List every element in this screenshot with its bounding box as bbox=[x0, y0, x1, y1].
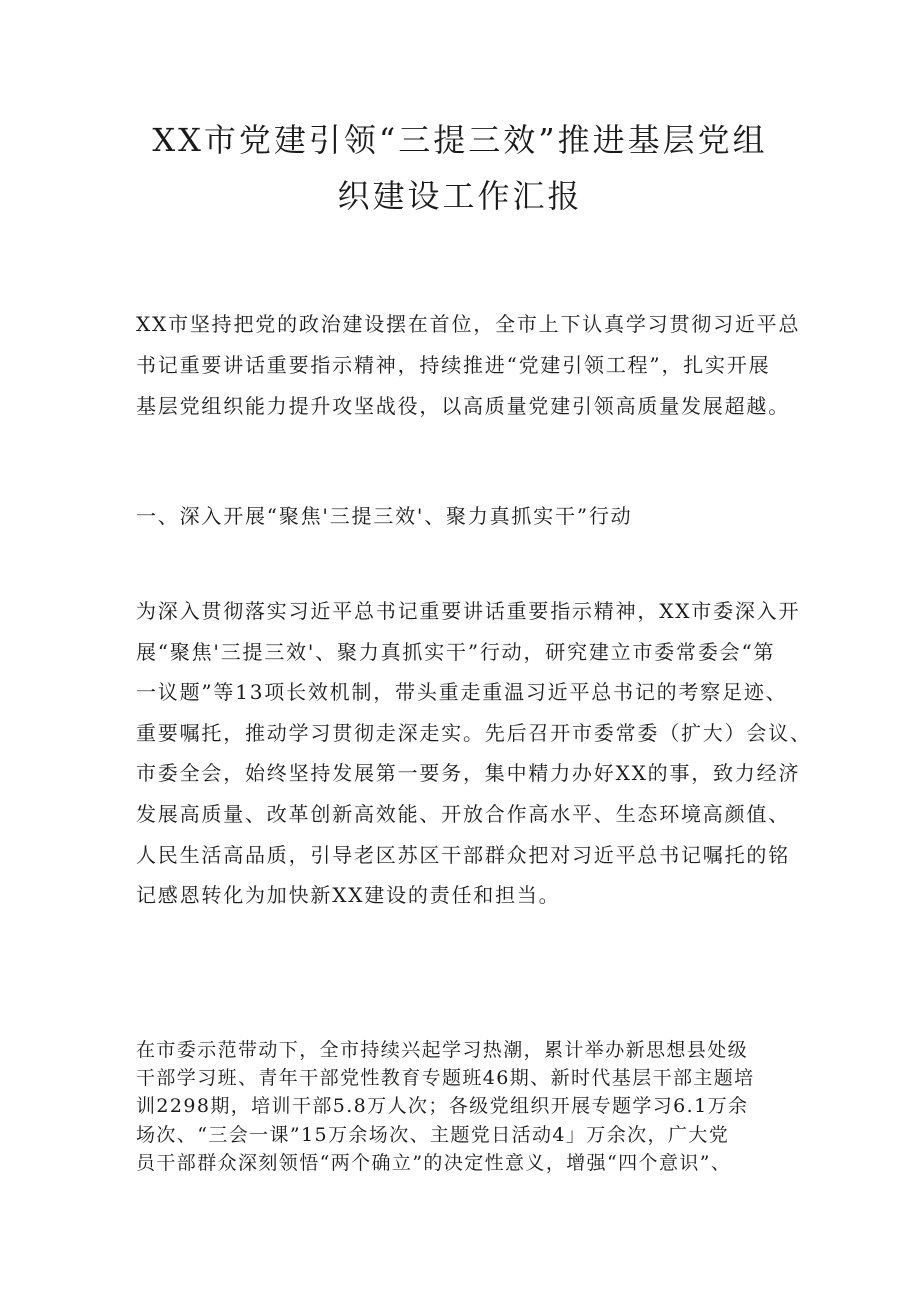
heading-text: 一、深入开展“聚焦'三提三效'、聚力真抓实干”行动 bbox=[136, 504, 633, 528]
paragraph-line: 在市委示范带动下，全市持续兴起学习热潮，累计举办新思想县处级 bbox=[136, 1039, 749, 1061]
paragraph-line: 重要嘱托，推动学习贯彻走深走实。先后召开市委常委（扩大）会议、 bbox=[136, 720, 812, 745]
paragraph-line: 干部学习班、青年干部党性教育专题班46期、新时代基层干部主题培 bbox=[136, 1067, 755, 1090]
paragraph-line: 市委全会，始终坚持发展第一要务，集中精力办好XX的事，致力经济 bbox=[136, 761, 801, 786]
section-1-paragraph-1 bbox=[136, 591, 816, 916]
paragraph-line: 为深入贯彻落实习近平总书记重要讲话重要指示精神，XX市委深入开 bbox=[136, 599, 801, 623]
paragraph-line: 基层党组织能力提升攻坚战役，以高质量党建引领高质量发展超越。 bbox=[136, 394, 790, 418]
document-title-line-2: 织建设工作汇报 bbox=[337, 177, 583, 215]
section-1-heading bbox=[136, 496, 816, 537]
paragraph-line: XX市坚持把党的政治建设摆在首位，全市上下认真学习贯彻习近平总 bbox=[136, 312, 801, 336]
intro-paragraph bbox=[136, 304, 816, 427]
paragraph-line: 员干部群众深刻领悟“两个确立”的决定性意义，增强“四个意识”、 bbox=[136, 1151, 732, 1174]
paragraph-line: 训2298期，培训干部5.8万人次；各级党组织开展专题学习6.1万余 bbox=[136, 1095, 749, 1118]
paragraph-line: 记感恩转化为加快新XX建设的责任和担当。 bbox=[136, 883, 561, 908]
section-1-paragraph-2 bbox=[136, 1036, 816, 1177]
paragraph-line: 展“聚焦'三提三效'、聚力真抓实干”行动，研究建立市委常委会“第 bbox=[136, 639, 776, 664]
paragraph-line: 人民生活高品质，引导老区苏区干部群众把对习近平总书记嘱托的铭 bbox=[136, 842, 790, 867]
document-title-line-1: XX市党建引领“三提三效”推进基层党组 bbox=[152, 121, 768, 159]
paragraph-line: 场次、“三会一课”15万余场次、主题党日活动4」万余次，广大党 bbox=[136, 1123, 730, 1146]
paragraph-line: 书记重要讲话重要指示精神，持续推进“党建引领工程”，扎实开展 bbox=[136, 353, 771, 377]
paragraph-line: 发展高质量、改革创新高效能、开放合作高水平、生态环境高颜值、 bbox=[136, 801, 790, 826]
paragraph-line: 一议题”等13项长效机制，带头重走重温习近平总书记的考察足迹、 bbox=[136, 680, 788, 705]
